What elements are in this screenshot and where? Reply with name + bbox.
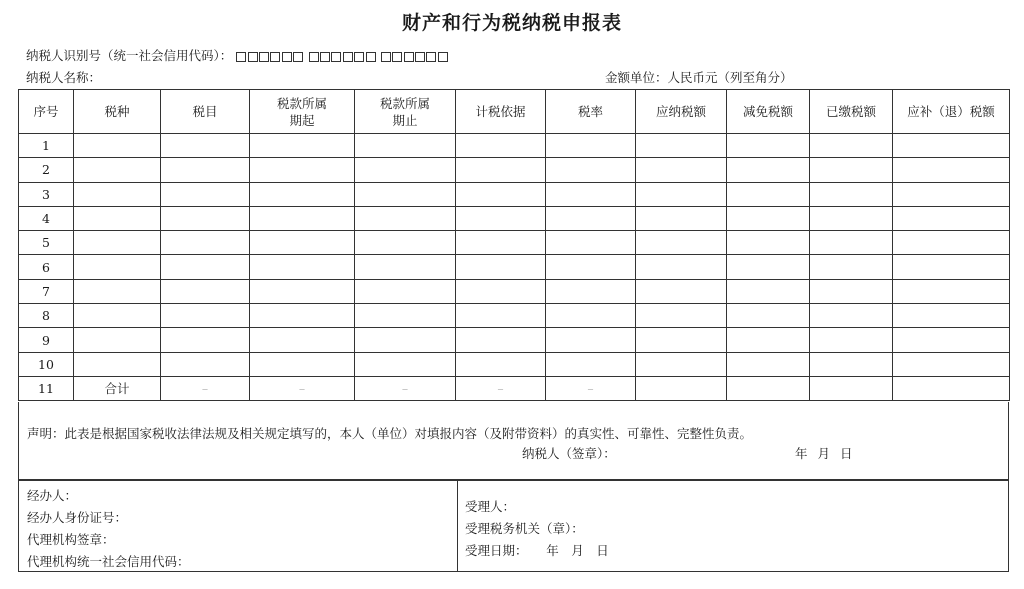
taxpayer-name-label: 纳税人名称： xyxy=(26,70,102,85)
table-cell[interactable] xyxy=(355,279,456,303)
col-header-tax-basis: 计税依据 xyxy=(456,90,546,134)
table-cell[interactable] xyxy=(161,182,250,206)
table-cell[interactable] xyxy=(636,304,727,328)
table-cell[interactable] xyxy=(727,134,810,158)
row-number: 9 xyxy=(19,328,74,352)
table-cell[interactable] xyxy=(893,158,1010,182)
table-cell[interactable] xyxy=(456,158,546,182)
table-header-row xyxy=(19,90,1010,134)
row-number: 8 xyxy=(19,304,74,328)
taxpayer-id-label: 纳税人识别号（统一社会信用代码）： xyxy=(26,48,233,63)
col-header-period-start xyxy=(250,90,355,134)
table-cell[interactable] xyxy=(727,304,810,328)
table-row xyxy=(19,182,1010,206)
table-cell[interactable] xyxy=(74,231,161,255)
table-cell[interactable] xyxy=(636,206,727,230)
col-header-period-end xyxy=(355,90,456,134)
table-cell[interactable] xyxy=(161,352,250,376)
table-cell[interactable] xyxy=(727,352,810,376)
table-cell[interactable] xyxy=(250,158,355,182)
table-cell[interactable] xyxy=(355,158,456,182)
table-cell[interactable] xyxy=(810,255,893,279)
table-cell[interactable] xyxy=(456,182,546,206)
period-start-label: 税款所属期起 xyxy=(276,95,327,128)
table-cell[interactable] xyxy=(546,182,636,206)
table-cell[interactable] xyxy=(355,352,456,376)
table-cell[interactable] xyxy=(355,231,456,255)
table-row xyxy=(19,206,1010,230)
table-cell[interactable] xyxy=(727,158,810,182)
table-cell[interactable] xyxy=(546,134,636,158)
table-row xyxy=(19,158,1010,182)
table-cell[interactable] xyxy=(810,134,893,158)
total-cell[interactable] xyxy=(810,376,893,400)
table-cell[interactable] xyxy=(810,206,893,230)
table-row xyxy=(19,279,1010,303)
table-cell[interactable] xyxy=(810,279,893,303)
table-row xyxy=(19,328,1010,352)
taxpayer-signature-label[interactable]: 纳税人（签章）： xyxy=(522,446,616,461)
taxpayer-id-boxes[interactable] xyxy=(236,49,449,64)
disabled-cell: – xyxy=(250,376,355,400)
table-cell[interactable] xyxy=(636,328,727,352)
table-cell[interactable] xyxy=(74,352,161,376)
col-header-tax-payable: 应纳税额 xyxy=(636,90,727,134)
table-cell[interactable] xyxy=(810,304,893,328)
table-cell[interactable] xyxy=(636,279,727,303)
table-cell[interactable] xyxy=(810,352,893,376)
table-cell[interactable] xyxy=(893,279,1010,303)
table-cell[interactable] xyxy=(250,134,355,158)
row-number: 4 xyxy=(19,206,74,230)
table-cell[interactable] xyxy=(636,182,727,206)
table-cell[interactable] xyxy=(250,231,355,255)
table-cell[interactable] xyxy=(161,134,250,158)
col-header-tax-refund: 应补（退）税额 xyxy=(893,90,1010,134)
col-header-tax-reduction: 减免税额 xyxy=(727,90,810,134)
table-cell[interactable] xyxy=(456,328,546,352)
col-header-tax-item: 税目 xyxy=(161,90,250,134)
row-number: 2 xyxy=(19,158,74,182)
taxpayer-id-line xyxy=(26,46,449,64)
amount-unit-label: 金额单位：人民币元（列至角分） xyxy=(605,70,793,85)
handler-id-label[interactable]: 经办人身份证号： xyxy=(27,510,128,525)
table-cell[interactable] xyxy=(74,134,161,158)
total-cell[interactable] xyxy=(893,376,1010,400)
row-number: 5 xyxy=(19,231,74,255)
total-label: 合计 xyxy=(74,376,161,400)
table-cell[interactable] xyxy=(456,279,546,303)
table-cell[interactable] xyxy=(546,206,636,230)
table-cell[interactable] xyxy=(161,231,250,255)
table-cell[interactable] xyxy=(456,352,546,376)
table-cell[interactable] xyxy=(636,134,727,158)
table-cell[interactable] xyxy=(727,231,810,255)
row-number: 6 xyxy=(19,255,74,279)
table-cell[interactable] xyxy=(456,304,546,328)
table-cell[interactable] xyxy=(161,328,250,352)
table-cell[interactable] xyxy=(456,134,546,158)
table-cell[interactable] xyxy=(456,255,546,279)
table-cell[interactable] xyxy=(546,304,636,328)
table-cell[interactable] xyxy=(893,134,1010,158)
table-row xyxy=(19,304,1010,328)
table-cell[interactable] xyxy=(161,304,250,328)
table-cell[interactable] xyxy=(893,255,1010,279)
table-cell[interactable] xyxy=(250,352,355,376)
table-cell[interactable] xyxy=(810,158,893,182)
declaration-section xyxy=(18,402,1009,480)
disabled-cell: – xyxy=(355,376,456,400)
table-cell[interactable] xyxy=(74,279,161,303)
tax-declaration-table xyxy=(18,89,1010,401)
table-row xyxy=(19,231,1010,255)
disabled-cell: – xyxy=(546,376,636,400)
declaration-date-label[interactable]: 年 月 日 xyxy=(795,446,853,461)
table-cell[interactable] xyxy=(546,279,636,303)
table-cell[interactable] xyxy=(355,182,456,206)
table-cell[interactable] xyxy=(893,182,1010,206)
table-cell[interactable] xyxy=(727,279,810,303)
tax-authority-label[interactable]: 受理税务机关（章）： xyxy=(465,521,584,536)
total-cell[interactable] xyxy=(636,376,727,400)
table-cell[interactable] xyxy=(810,182,893,206)
table-cell[interactable] xyxy=(893,352,1010,376)
table-row xyxy=(19,134,1010,158)
table-cell[interactable] xyxy=(636,255,727,279)
row-number: 10 xyxy=(19,352,74,376)
table-cell[interactable] xyxy=(74,206,161,230)
row-number: 7 xyxy=(19,279,74,303)
table-cell[interactable] xyxy=(161,158,250,182)
table-cell[interactable] xyxy=(355,304,456,328)
col-header-no: 序号 xyxy=(19,90,74,134)
table-cell[interactable] xyxy=(893,231,1010,255)
table-cell[interactable] xyxy=(727,182,810,206)
agency-seal-label[interactable]: 代理机构签章： xyxy=(27,532,115,547)
acceptance-date-label[interactable]: 受理日期： 年 月 日 xyxy=(465,543,609,558)
row-number: 1 xyxy=(19,134,74,158)
table-cell[interactable] xyxy=(636,158,727,182)
table-cell[interactable] xyxy=(893,328,1010,352)
table-cell[interactable] xyxy=(546,158,636,182)
table-cell[interactable] xyxy=(546,255,636,279)
table-cell[interactable] xyxy=(74,182,161,206)
table-cell[interactable] xyxy=(74,255,161,279)
total-row xyxy=(19,376,1010,400)
table-cell[interactable] xyxy=(546,328,636,352)
period-end-label: 税款所属期止 xyxy=(379,95,430,128)
total-row-number: 11 xyxy=(19,376,74,400)
table-cell[interactable] xyxy=(161,206,250,230)
table-row xyxy=(19,255,1010,279)
agent-section xyxy=(19,481,458,571)
declaration-statement: 声明：此表是根据国家税收法律法规及相关规定填写的，本人（单位）对填报内容（及附带资料）的真实性、可靠性、完整性负责。 xyxy=(27,426,753,441)
table-cell[interactable] xyxy=(250,328,355,352)
disabled-cell: – xyxy=(456,376,546,400)
table-cell[interactable] xyxy=(810,328,893,352)
table-cell[interactable] xyxy=(355,255,456,279)
table-cell[interactable] xyxy=(355,328,456,352)
table-cell[interactable] xyxy=(636,231,727,255)
table-cell[interactable] xyxy=(161,255,250,279)
table-row xyxy=(19,352,1010,376)
table-cell[interactable] xyxy=(893,304,1010,328)
table-cell[interactable] xyxy=(546,352,636,376)
table-cell[interactable] xyxy=(546,231,636,255)
table-cell[interactable] xyxy=(727,206,810,230)
col-header-tax-rate: 税率 xyxy=(546,90,636,134)
table-cell[interactable] xyxy=(161,279,250,303)
table-cell[interactable] xyxy=(250,255,355,279)
table-cell[interactable] xyxy=(810,231,893,255)
table-cell[interactable] xyxy=(355,134,456,158)
table-cell[interactable] xyxy=(74,304,161,328)
row-number: 3 xyxy=(19,182,74,206)
table-cell[interactable] xyxy=(250,279,355,303)
agency-code-label[interactable]: 代理机构统一社会信用代码： xyxy=(27,554,190,569)
col-header-tax-paid: 已缴税额 xyxy=(810,90,893,134)
table-cell[interactable] xyxy=(636,352,727,376)
acceptor-label[interactable]: 受理人： xyxy=(465,499,516,514)
form-title: 财产和行为税纳税申报表 xyxy=(401,12,622,34)
table-cell[interactable] xyxy=(456,206,546,230)
disabled-cell: – xyxy=(161,376,250,400)
col-header-tax-type: 税种 xyxy=(74,90,161,134)
table-cell[interactable] xyxy=(727,328,810,352)
table-cell[interactable] xyxy=(727,255,810,279)
table-cell[interactable] xyxy=(74,328,161,352)
table-cell[interactable] xyxy=(250,182,355,206)
table-cell[interactable] xyxy=(74,158,161,182)
table-cell[interactable] xyxy=(893,206,1010,230)
total-cell[interactable] xyxy=(727,376,810,400)
handler-label[interactable]: 经办人： xyxy=(27,488,78,503)
table-cell[interactable] xyxy=(250,206,355,230)
table-cell[interactable] xyxy=(355,206,456,230)
table-cell[interactable] xyxy=(456,231,546,255)
table-cell[interactable] xyxy=(250,304,355,328)
handling-section xyxy=(18,480,1009,572)
